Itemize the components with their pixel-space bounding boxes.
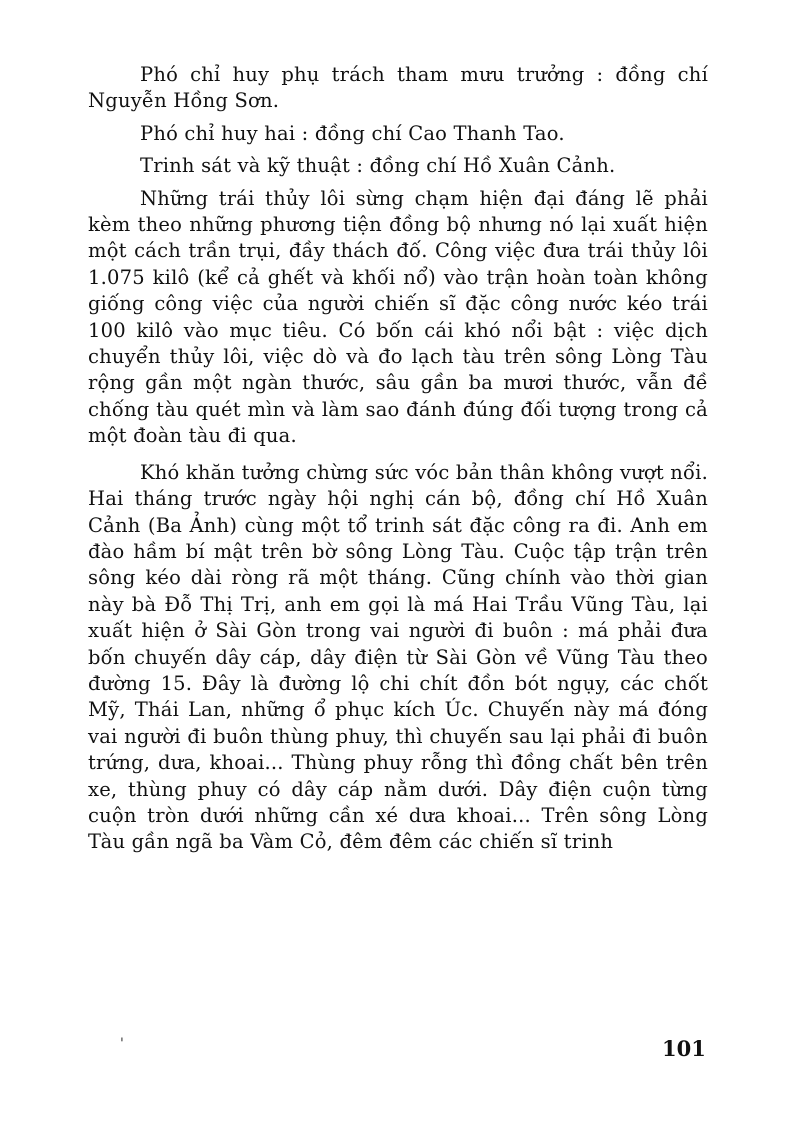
- paragraph-reconnaissance: Trinh sát và kỹ thuật : đồng chí Hồ Xuân Cảnh.: [140, 154, 616, 178]
- paragraph-preparation: Khó khăn tưởng chừng sức vóc bản thân không vượt nổi. Hai tháng trước ngày hội nghị cán bộ, đồng chí Hồ Xuân Cảnh (Ba Ảnh) cùng một tổ trinh sát đặc công ra đi. Anh em đào hầm bí mật trên bờ sông Lòng Tàu. Cuộc tập trận trên sông kéo dài ròng rã một tháng. Cũng chính vào thời gian này bà Đỗ Thị Trị, anh em gọi là má Hai Trầu Vũng Tàu, lại xuất hiện ở Sài Gòn trong vai người đi buôn : má phải đưa bốn chuyến dây cáp, dây điện từ Sài Gòn về Vũng Tàu theo đường 15. Đây là đường lộ chi chít đồn bót ngụy, các chốt Mỹ, Thái Lan, những ổ phục kích Úc. Chuyến này má đóng vai người đi buôn thùng phuy, thì chuyến sau lại phải đi buôn trứng, dưa, khoai... Thùng phuy rỗng thì đồng chất bên trên xe, thùng phuy có dây cáp nằm dưới. Dây điện cuộn từng cuộn tròn dưới những cần xé dưa khoai... Trên sông Lòng Tàu gần ngã ba Vàm Cỏ, đêm đêm các chiến sĩ trinh: [88, 460, 708, 854]
- paragraph-deputy-chief-of-staff: Phó chỉ huy phụ trách tham mưu trưởng : đồng chí Nguyễn Hồng Sơn.: [88, 63, 708, 113]
- margin-mark: ': [120, 1036, 124, 1052]
- page-number: 101: [662, 1036, 706, 1061]
- paragraph-mines-difficulties: Những trái thủy lôi sừng chạm hiện đại đáng lẽ phải kèm theo những phương tiện đồng bộ nhưng nó lại xuất hiện một cách trần trụi, đầy thách đố. Công việc đưa trái thủy lôi 1.075 kilô (kể cả ghết và khối nổ) vào trận hoàn toàn không giống công việc của người chiến sĩ đặc công nước kéo trái 100 kilô vào mục tiêu. Có bốn cái khó nổi bật : việc dịch chuyển thủy lôi, việc dò và đo lạch tàu trên sông Lòng Tàu rộng gần một ngàn thước, sâu gần ba mươi thước, vẫn đề chống tàu quét mìn và làm sao đánh đúng đối tượng trong cả một đoàn tàu đi qua.: [88, 186, 708, 448]
- paragraph-second-deputy: Phó chỉ huy hai : đồng chí Cao Thanh Tao.: [140, 121, 565, 145]
- body-text: [88, 62, 708, 856]
